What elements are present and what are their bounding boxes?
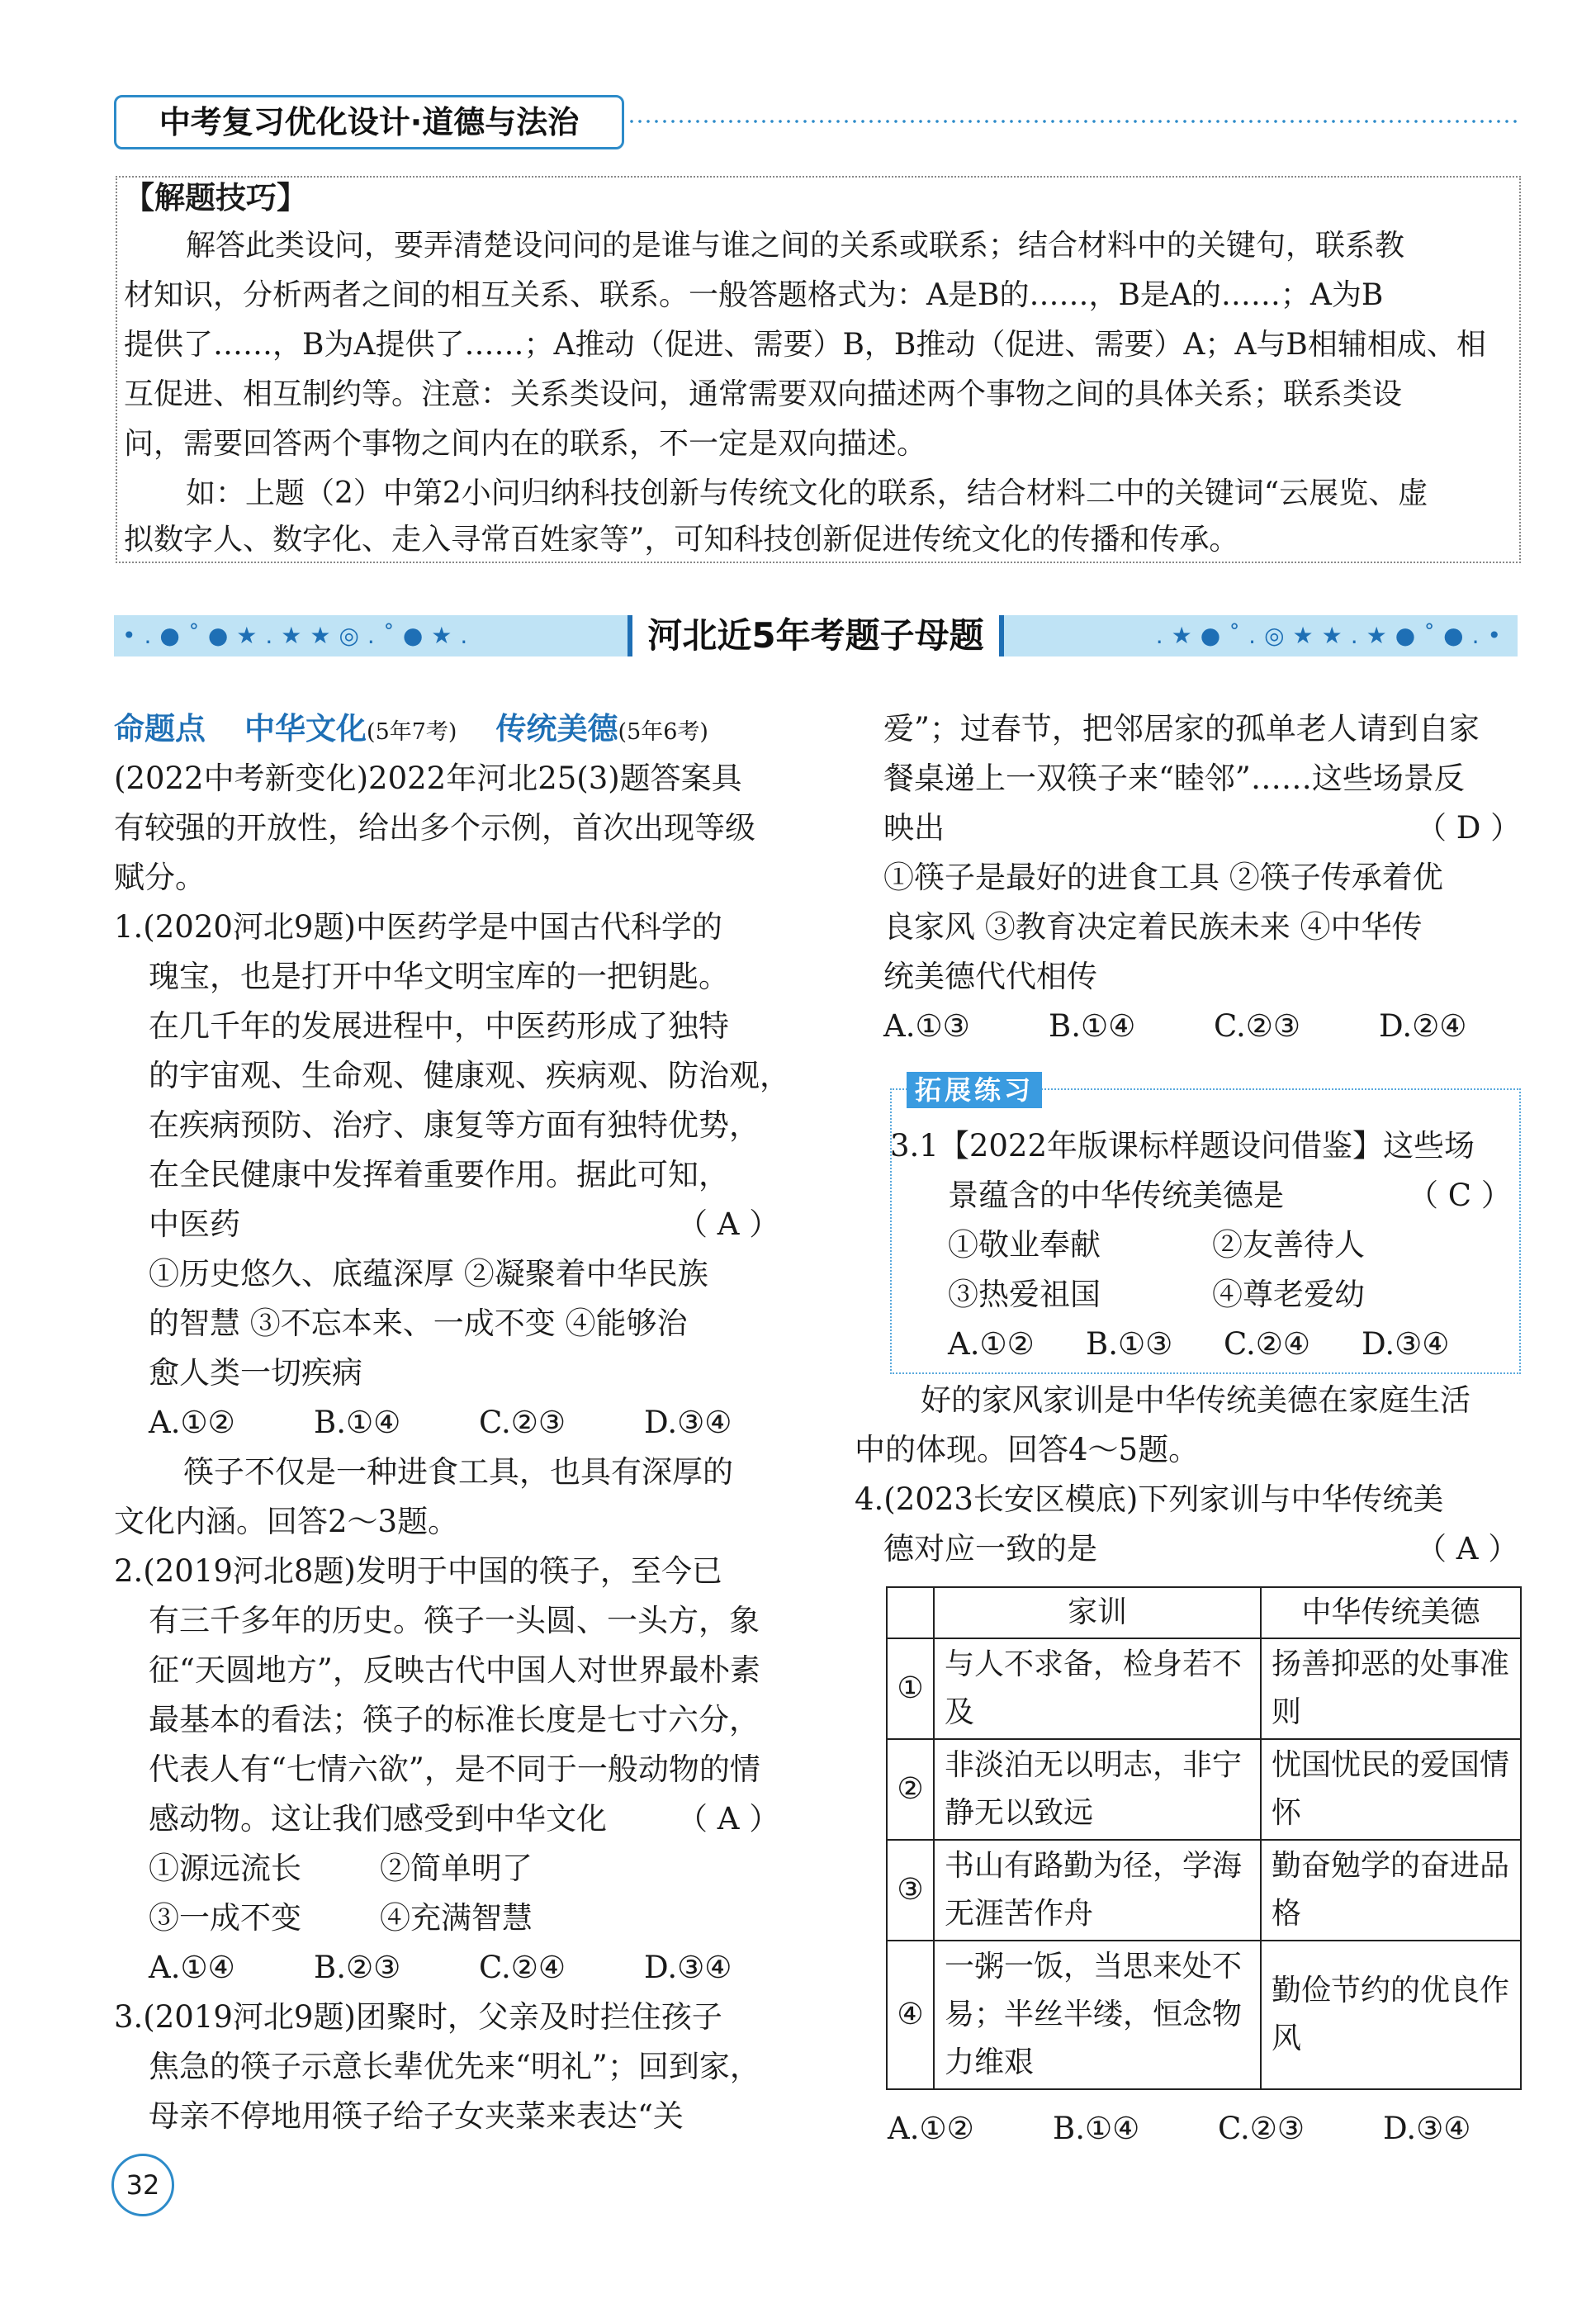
- q31-item: ④尊老爱幼: [1212, 1277, 1365, 1312]
- q2-line: 代表人有“七情六欲”，是不同于一般动物的情: [149, 1751, 760, 1787]
- q4-option: B.①④: [1053, 2111, 1140, 2146]
- table-cell-virtue: 勤奋勉学的奋进品格: [1261, 1840, 1521, 1941]
- q2-option: D.③④: [644, 1950, 732, 1985]
- q2-line: 征“天圆地方”，反映古代中国人对世界最朴素: [149, 1652, 760, 1688]
- header-dotted-rule: [628, 120, 1519, 123]
- q2-option: A.①④: [149, 1950, 235, 1985]
- expand-practice-label: 拓展练习: [907, 1072, 1042, 1108]
- table-cell-rule: 一粥一饭，当思来处不易；半丝半缕，恒念物力维艰: [934, 1941, 1261, 2089]
- q2-option: C.②④: [479, 1950, 566, 1985]
- q1-line: 的宇宙观、生命观、健康观、疾病观、防治观，: [149, 1058, 790, 1093]
- chopsticks-intro: 文化内涵。回答2～3题。: [114, 1504, 459, 1539]
- table-row: [887, 1638, 1521, 1739]
- intro-line: 有较强的开放性，给出多个示例，首次出现等级: [114, 810, 755, 846]
- tips-line: 互促进、相互制约等。注意：关系类设问，通常需要双向描述两个事物之间的具体关系；联系类设: [124, 377, 1403, 411]
- q31-line: 景蕴含的中华传统美德是: [948, 1178, 1284, 1213]
- q1-line: 中医药: [149, 1206, 240, 1242]
- table-cell-virtue: 扬善抑恶的处事准则: [1261, 1638, 1521, 1739]
- family-intro: 中的体现。回答4～5题。: [855, 1432, 1200, 1467]
- q2-option: B.②③: [314, 1950, 401, 1985]
- q3-line: 餐桌递上一双筷子来“睦邻”……这些场景反: [883, 761, 1465, 796]
- q3-option: B.①④: [1049, 1008, 1136, 1044]
- table-cell-num: ①: [887, 1638, 934, 1739]
- table-cell-virtue: 忧国忧民的爱国情怀: [1261, 1739, 1521, 1840]
- topic-traditional-virtue: 传统美德: [495, 711, 618, 747]
- tips-line: 解答此类设问，要弄清楚设问问的是谁与谁之间的关系或联系；结合材料中的关键句，联系教: [186, 229, 1405, 263]
- q3-answer: （ D ）: [1416, 810, 1522, 846]
- page-header-title: 中考复习优化设计·道德与法治: [114, 95, 624, 149]
- q31-item: ②友善待人: [1212, 1227, 1365, 1263]
- q1-option: D.③④: [644, 1405, 732, 1440]
- q2-item: ②简单明了: [380, 1851, 533, 1886]
- table-cell-rule: 与人不求备，检身若不及: [934, 1638, 1261, 1739]
- q3-line: ①筷子是最好的进食工具 ②筷子传承着优: [883, 860, 1443, 895]
- table-row: [887, 1840, 1521, 1941]
- q31-item: ③热爱祖国: [948, 1277, 1101, 1312]
- q1-line: 在全民健康中发挥着重要作用。据此可知，: [149, 1157, 729, 1192]
- q1-option: A.①②: [149, 1405, 235, 1440]
- table-row: [887, 1941, 1521, 2089]
- q1-line: 在几千年的发展进程中，中医药形成了独特: [149, 1008, 729, 1044]
- q1-option: C.②③: [479, 1405, 566, 1440]
- q3-line: 映出: [883, 810, 945, 846]
- q31-answer: （ C ）: [1408, 1178, 1512, 1213]
- q2-item: ①源远流长: [149, 1851, 301, 1886]
- q1-line: 在疾病预防、治疗、康复等方面有独特优势，: [149, 1107, 760, 1143]
- q3-line: 母亲不停地用筷子给子女夹菜来表达“关: [149, 2098, 684, 2134]
- q4-line: 4.(2023长安区模底)下列家训与中华传统美: [855, 1481, 1444, 1517]
- tips-title: 【解题技巧】: [124, 180, 307, 216]
- table-cell-rule: 书山有路勤为径，学海无涯苦作舟: [934, 1840, 1261, 1941]
- tips-line: 问，需要回答两个事物之间内在的联系，不一定是双向描述。: [124, 427, 927, 461]
- table-cell-num: ④: [887, 1941, 934, 2089]
- topic-line: [114, 704, 708, 757]
- q1-answer: （ A ）: [677, 1206, 780, 1242]
- q4-option: C.②③: [1218, 2111, 1305, 2146]
- table-cell-virtue: 勤俭节约的优良作风: [1261, 1941, 1521, 2089]
- q31-option: A.①②: [948, 1326, 1035, 1362]
- intro-line: (2022中考新变化)2022年河北25(3)题答案具: [114, 761, 742, 796]
- table-header-cell: [887, 1587, 934, 1638]
- q2-item: ③一成不变: [149, 1900, 301, 1936]
- topic-chinese-culture: 中华文化: [244, 711, 367, 747]
- q1-line: ①历史悠久、底蕴深厚 ②凝聚着中华民族: [149, 1256, 708, 1292]
- table-cell-num: ②: [887, 1739, 934, 1840]
- q3-option: A.①③: [883, 1008, 970, 1044]
- topic-note: (5年7考): [367, 719, 457, 745]
- q2-line: 感动物。这让我们感受到中华文化: [149, 1801, 607, 1837]
- q3-line: 良家风 ③教育决定着民族未来 ④中华传: [883, 909, 1423, 945]
- q2-answer: （ A ）: [677, 1801, 780, 1837]
- q2-line: 2.(2019河北8题)发明于中国的筷子，至今已: [114, 1553, 722, 1589]
- family-intro: 好的家风家训是中华传统美德在家庭生活: [921, 1382, 1470, 1418]
- tips-line: 提供了……，B为A提供了……；A推动（促进、需要）B，B推动（促进、需要）A；A与B相辅相成、相: [124, 328, 1486, 362]
- q31-option: C.②④: [1224, 1326, 1311, 1362]
- q3-line: 3.(2019河北9题)团聚时，父亲及时拦住孩子: [114, 1999, 722, 2035]
- tips-line: 材知识，分析两者之间的相互关系、联系。一般答题格式为：A是B的……，B是A的……；A为B: [124, 278, 1384, 312]
- q2-line: 有三千多年的历史。筷子一头圆、一头方，象: [149, 1603, 760, 1638]
- q1-option: B.①④: [314, 1405, 401, 1440]
- section-banner: [114, 615, 1518, 656]
- page-number: 32: [111, 2154, 174, 2216]
- q3-line: 统美德代代相传: [883, 959, 1097, 994]
- q4-answer: （ A ）: [1416, 1531, 1519, 1566]
- q31-line: 3.1【2022年版课标样题设问借鉴】这些场: [890, 1128, 1475, 1164]
- banner-title: 河北近5年考题子母题: [628, 615, 1003, 656]
- q31-item: ①敬业奉献: [948, 1227, 1101, 1263]
- q3-option: C.②③: [1214, 1008, 1301, 1044]
- topic-note: (5年6考): [618, 719, 708, 745]
- tips-line: 如：上题（2）中第2小问归纳科技创新与传统文化的联系，结合材料二中的关键词“云展览、虚: [186, 476, 1428, 510]
- banner-title-wrap: [114, 615, 1518, 656]
- q4-line: 德对应一致的是: [883, 1531, 1097, 1566]
- table-cell-rule: 非淡泊无以明志，非宁静无以致远: [934, 1739, 1261, 1840]
- table-cell-num: ③: [887, 1840, 934, 1941]
- table-row: [887, 1739, 1521, 1840]
- q2-item: ④充满智慧: [380, 1900, 533, 1936]
- q31-option: D.③④: [1362, 1326, 1450, 1362]
- q1-line: 瑰宝，也是打开中华文明宝库的一把钥匙。: [149, 959, 729, 994]
- topic-label: 命题点: [114, 711, 206, 747]
- q3-option: D.②④: [1379, 1008, 1467, 1044]
- q31-option: B.①③: [1086, 1326, 1173, 1362]
- intro-line: 赋分。: [114, 860, 206, 895]
- q4-option: A.①②: [888, 2111, 974, 2146]
- family-rules-table: [886, 1586, 1522, 2090]
- chopsticks-intro: 筷子不仅是一种进食工具，也具有深厚的: [183, 1454, 733, 1490]
- table-header-cell: 中华传统美德: [1261, 1587, 1521, 1638]
- q2-line: 最基本的看法；筷子的标准长度是七寸六分，: [149, 1702, 760, 1737]
- banner-decoration-left: •.●˚●★.★★◎.˚●★.: [122, 622, 476, 649]
- tips-line: 拟数字人、数字化、走入寻常百姓家等”，可知科技创新促进传统文化的传播和传承。: [124, 523, 1239, 557]
- q1-line: 1.(2020河北9题)中医药学是中国古代科学的: [114, 909, 722, 945]
- q3-line: 爱”；过春节，把邻居家的孤单老人请到自家: [883, 711, 1480, 747]
- q1-line: 的智慧 ③不忘本来、一成不变 ④能够治: [149, 1306, 688, 1341]
- table-header-row: [887, 1587, 1521, 1638]
- q3-line: 焦急的筷子示意长辈优先来“明礼”；回到家，: [149, 2049, 760, 2084]
- q4-option: D.③④: [1383, 2111, 1471, 2146]
- banner-decoration-right: .★●˚.◎★★.★●˚●.•: [1155, 622, 1509, 649]
- q1-line: 愈人类一切疾病: [149, 1355, 362, 1391]
- table-header-cell: 家训: [934, 1587, 1261, 1638]
